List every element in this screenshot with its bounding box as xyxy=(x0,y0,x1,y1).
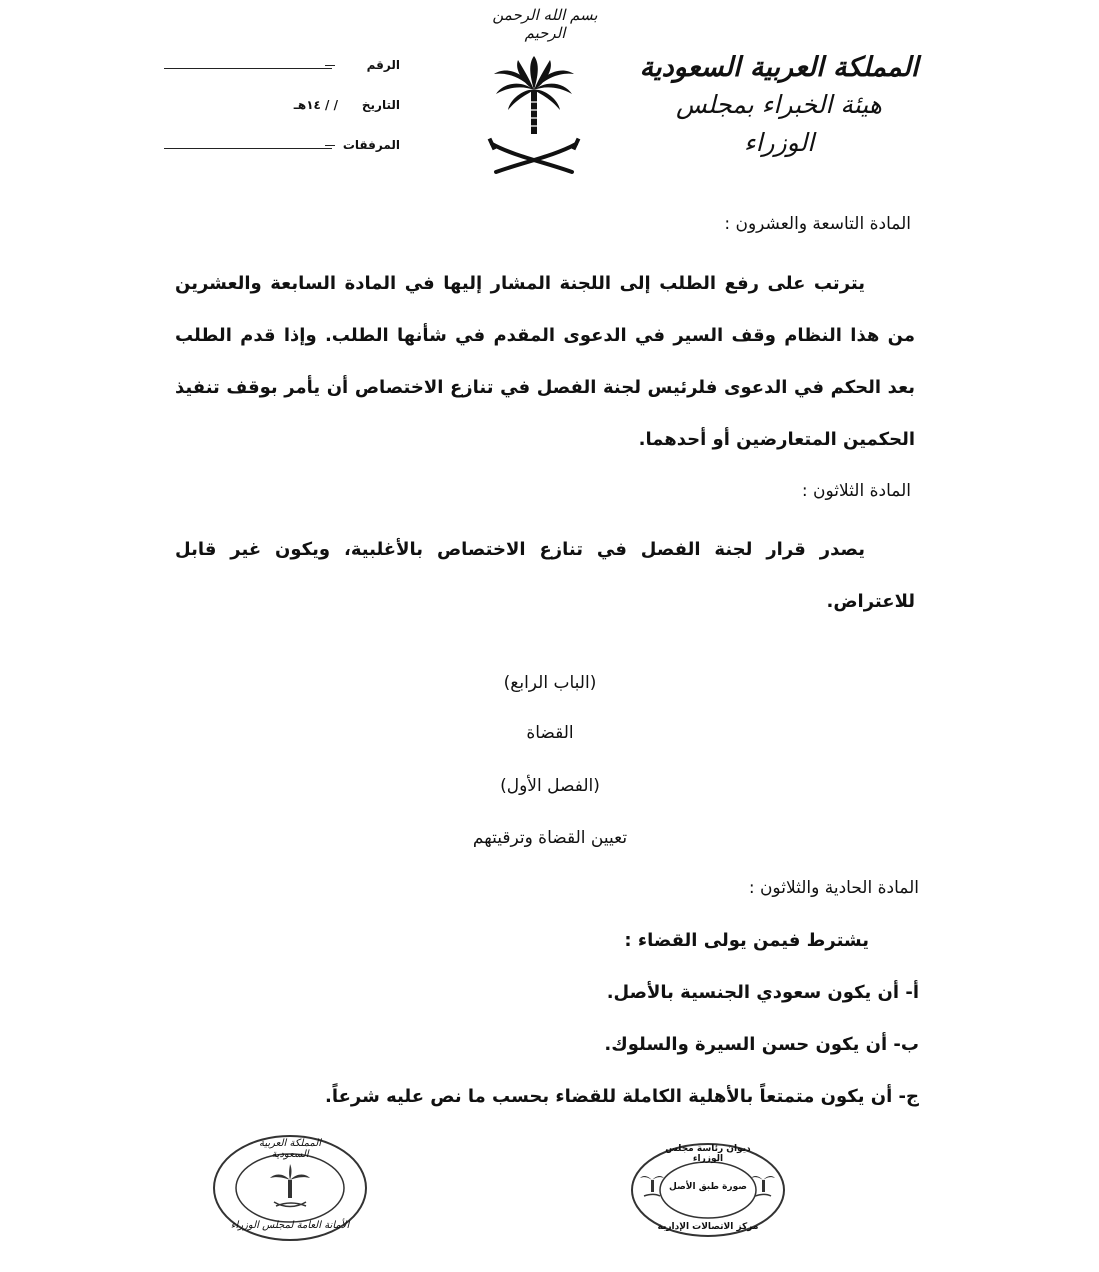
article-29-heading: المادة التاسعة والعشرون : xyxy=(724,214,911,234)
country-name: المملكة العربية السعودية xyxy=(639,52,919,83)
stamp-right-middle-text: صورة طبق الأصل xyxy=(669,1182,747,1192)
article-30-heading: المادة الثلاثون : xyxy=(801,481,911,501)
official-stamp-right xyxy=(628,1140,788,1240)
article-31-heading: المادة الحادية والثلاثون : xyxy=(748,878,919,898)
ref-number-label: الرقم xyxy=(366,58,400,72)
stamp-left-bottom-text: الأمانة العامة لمجلس الوزراء xyxy=(230,1220,350,1231)
ministry-header xyxy=(639,50,919,162)
article-29-body: يترتب على رفع الطلب إلى اللجنة المشار إليها في المادة السابعة والعشرين من هذا النظام وقف السير في الدعوى المقدم في شأنها الطلب. وإذا قدم الطلب بعد الحكم في الدعوى فلرئيس لجنة الفصل في تنازع الاختصاص أن يأمر بوقف تنفيذ الحكمين المتعارضين أو أحدهما. xyxy=(175,273,915,450)
ref-attachments-line xyxy=(164,148,332,149)
part-subtitle: القضاة xyxy=(526,723,574,743)
ref-attachments-label: المرفقات xyxy=(342,138,400,152)
saudi-emblem-icon xyxy=(484,52,584,182)
ref-attachments-row xyxy=(160,138,400,156)
article-31-intro: يشترط فيمن يولى القضاء : xyxy=(624,930,869,951)
part-title: (الباب الرابع) xyxy=(503,673,597,693)
article-31-item-a: أ- أن يكون سعودي الجنسية بالأصل. xyxy=(606,982,919,1003)
ref-date-value: / / ١٤هـ xyxy=(293,98,338,112)
ref-number-line xyxy=(164,68,332,69)
basmala: بسم الله الرحمن الرحيم xyxy=(492,6,598,42)
authority-name: هيئة الخبراء بمجلس الوزراء xyxy=(675,90,882,157)
official-stamp-left xyxy=(210,1132,370,1244)
stamp-right-bottom-text: مركز الاتصالات الإدارية xyxy=(657,1222,759,1232)
chapter-title: (الفصل الأول) xyxy=(500,776,600,796)
stamp-right-top-text: ديوان رئاسة مجلس الوزراء xyxy=(665,1144,751,1164)
ref-date-label: التاريخ xyxy=(361,98,400,112)
chapter-subtitle: تعيين القضاة وترقيتهم xyxy=(472,828,628,848)
article-30-body: يصدر قرار لجنة الفصل في تنازع الاختصاص بالأغلبية، ويكون غير قابل للاعتراض. xyxy=(175,539,915,612)
article-29-text xyxy=(175,258,915,466)
ref-date-row xyxy=(160,98,400,116)
article-30-text xyxy=(175,524,915,628)
ref-number-row xyxy=(160,58,400,76)
article-31-item-c: ج- أن يكون متمتعاً بالأهلية الكاملة للقضاء بحسب ما نص عليه شرعاً. xyxy=(325,1086,919,1107)
article-31-item-b: ب- أن يكون حسن السيرة والسلوك. xyxy=(604,1034,919,1055)
stamp-left-top-text: المملكة العربية السعودية xyxy=(258,1138,322,1160)
